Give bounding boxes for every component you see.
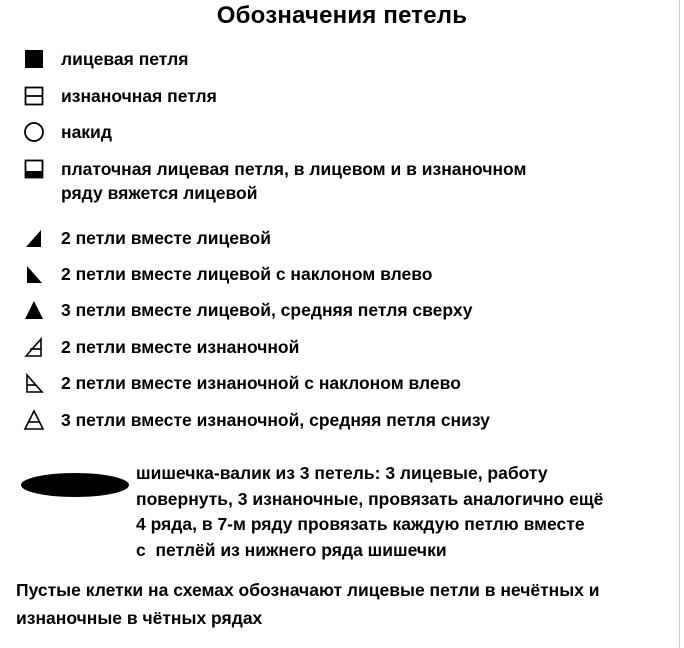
legend-label: 2 петли вместе лицевой (61, 228, 271, 248)
bobble-line: 4 ряда, в 7-м ряду провязать каждую петлю вместе (136, 514, 585, 534)
legend-label: накид (61, 122, 112, 142)
bobble-description (136, 461, 676, 563)
note-line: Пустые клетки на схемах обозначают лицевые петли в нечётных и (16, 580, 600, 600)
square-half-filled-icon (23, 157, 47, 181)
triangle-left-outline-line-icon (23, 371, 47, 395)
legend-label: 2 петли вместе изнаночной (61, 337, 300, 357)
triangle-left-filled-icon (23, 262, 47, 286)
bobble-line: с петлёй из нижнего ряда шишечки (136, 539, 447, 560)
circle-icon (23, 120, 47, 144)
legend-label: лицевая петля (61, 49, 189, 69)
filled-square-icon (23, 47, 47, 71)
empty-cells-note (16, 576, 676, 632)
triangle-right-outline-line-icon (23, 335, 47, 359)
triangle-filled-icon (23, 298, 47, 322)
legend-label-line: ряду вяжется лицевой (61, 183, 258, 203)
triangle-right-filled-icon (23, 226, 47, 250)
filled-ellipse-icon (20, 470, 130, 500)
bobble-line: повернуть, 3 изнаночные, провязать аналогично ещё (136, 488, 604, 509)
legend-label: 2 петли вместе изнаночной с наклоном влево (61, 373, 461, 393)
square-horizontal-line-icon (23, 84, 47, 108)
note-line: изнаночные в чётных рядах (16, 608, 263, 628)
triangle-outline-line-icon (23, 408, 47, 432)
legend-label: 3 петли вместе лицевой, средняя петля сверху (61, 300, 473, 320)
legend-label-line: платочная лицевая петля, в лицевом и в изнаночном (61, 159, 527, 179)
bobble-line: шишечка-валик из 3 петель: 3 лицевые, работу (136, 463, 548, 483)
legend-label: изнаночная петля (61, 86, 217, 106)
legend-label: 2 петли вместе лицевой с наклоном влево (61, 264, 433, 284)
legend-label (61, 157, 641, 205)
edge-divider (679, 0, 680, 648)
page-title: Обозначения петель (216, 2, 468, 29)
legend-label: 3 петли вместе изнаночной, средняя петля снизу (61, 410, 490, 430)
